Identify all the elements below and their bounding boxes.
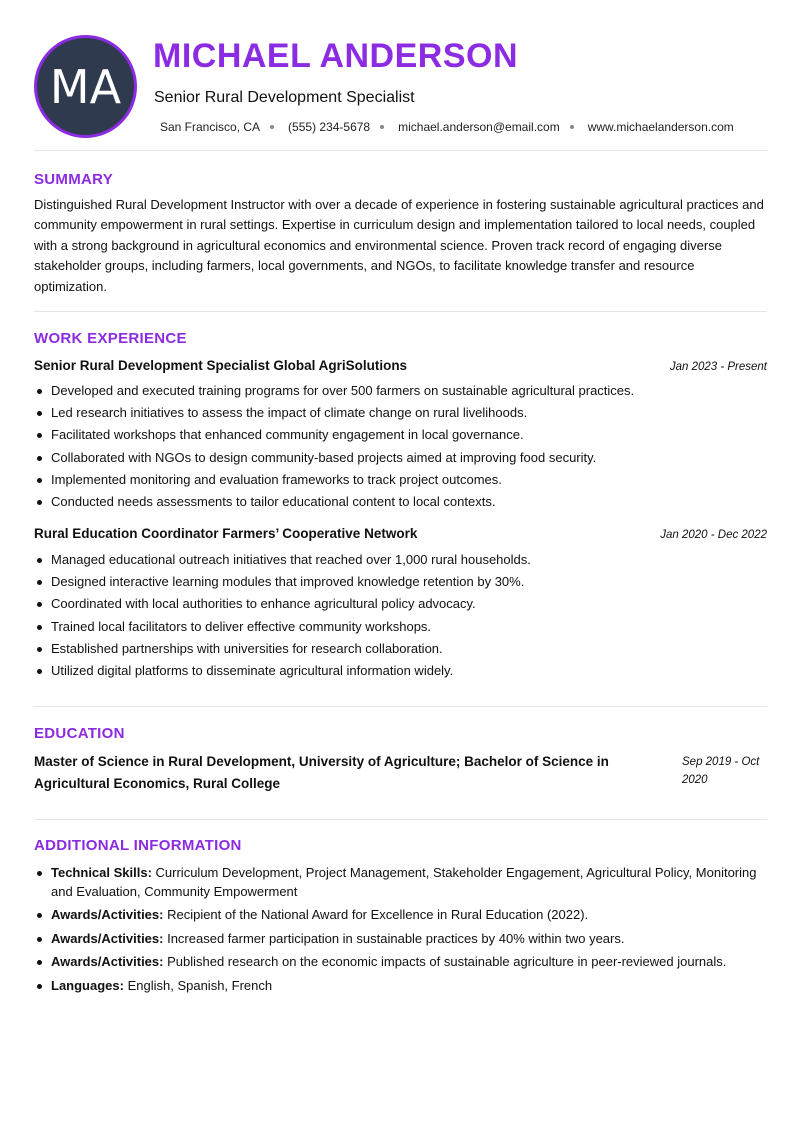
summary-text: Distinguished Rural Development Instructor with over a decade of experience in fostering sustainable agricultural practices and community empowerment in rural settings. Expertise in curriculum design and implementation tailored to local needs, coupled with a strong background in agricultural economics and environmental science. Proven track record of engaging diverse stakeholder groups, including farmers, local governments, and NGOs, to facilitate knowledge transfer and resource optimization. <box>34 197 764 294</box>
contact-website[interactable]: www.michaelanderson.com <box>587 120 734 134</box>
job-role: Rural Education Coordinator Farmers’ Cooperative Network <box>34 526 418 541</box>
divider <box>34 150 767 151</box>
candidate-title: Senior Rural Development Specialist <box>154 89 415 106</box>
candidate-name: MICHAEL ANDERSON <box>153 37 519 75</box>
list-item <box>34 977 767 996</box>
list-item: Trained local facilitators to deliver effective community workshops. <box>34 616 767 638</box>
experience-heading: WORK EXPERIENCE <box>34 330 187 347</box>
list-item <box>34 864 767 901</box>
list-item: Coordinated with local authorities to enhance agricultural policy advocacy. <box>34 593 767 615</box>
summary-heading: SUMMARY <box>34 171 114 188</box>
contact-email[interactable]: michael.anderson@email.com <box>398 120 560 134</box>
item-text: Curriculum Development, Project Management, Stakeholder Engagement, Agricultural Policy, Monitoring and Evaluation, Community Empowerment <box>51 865 757 899</box>
list-item: Designed interactive learning modules that improved knowledge retention by 30%. <box>34 571 767 593</box>
list-item: Implemented monitoring and evaluation frameworks to track project outcomes. <box>34 469 767 491</box>
divider <box>34 706 767 707</box>
job-header <box>34 526 767 541</box>
education-dates: Sep 2019 - Oct 2020 <box>682 756 760 786</box>
list-item <box>34 906 767 925</box>
contact-location: San Francisco, CA <box>160 120 261 134</box>
additional-list <box>34 864 767 1000</box>
item-label: Awards/Activities: <box>51 907 164 922</box>
avatar-initials: MA <box>49 59 122 114</box>
education-degree: Master of Science in Rural Development, University of Agriculture; Bachelor of Science in Agricultural Economics, Rural College <box>34 754 609 791</box>
item-label: Awards/Activities: <box>51 930 164 946</box>
item-label: Languages: <box>51 977 124 993</box>
separator-dot <box>570 125 574 129</box>
item-text: English, Spanish, French <box>123 977 273 993</box>
job-role: Senior Rural Development Specialist Global AgriSolutions <box>34 358 408 373</box>
list-item: Utilized digital platforms to disseminate agricultural information widely. <box>34 660 767 682</box>
list-item: Collaborated with NGOs to design community-based projects aimed at improving food security. <box>34 447 767 469</box>
list-item <box>34 930 767 949</box>
separator-dot <box>270 125 274 129</box>
item-label: Awards/Activities: <box>51 954 164 969</box>
job-dates: Jan 2020 - Dec 2022 <box>660 529 767 541</box>
list-item: Conducted needs assessments to tailor educational content to local contexts. <box>34 491 767 513</box>
list-item: Facilitated workshops that enhanced community engagement in local governance. <box>34 424 767 446</box>
job-bullets <box>34 549 767 682</box>
item-text: Increased farmer participation in sustainable practices by 40% within two years. <box>163 930 625 946</box>
contact-phone: (555) 234-5678 <box>288 120 371 134</box>
item-text: Recipient of the National Award for Excellence in Rural Education (2022). <box>163 907 589 922</box>
education-heading: EDUCATION <box>34 725 125 742</box>
list-item <box>34 953 767 972</box>
item-label: Technical Skills: <box>51 865 152 880</box>
divider <box>34 819 767 820</box>
list-item: Managed educational outreach initiatives that reached over 1,000 rural households. <box>34 549 767 571</box>
additional-heading: ADDITIONAL INFORMATION <box>34 837 242 854</box>
separator-dot <box>380 125 384 129</box>
list-item: Led research initiatives to assess the impact of climate change on rural livelihoods. <box>34 402 767 424</box>
job-header <box>34 358 767 373</box>
job-dates: Jan 2023 - Present <box>669 361 767 373</box>
item-text: Published research on the economic impacts of sustainable agriculture in peer-reviewed journals. <box>163 954 727 969</box>
job-bullets <box>34 380 767 513</box>
list-item: Established partnerships with universities for research collaboration. <box>34 638 767 660</box>
avatar <box>34 35 137 138</box>
list-item: Developed and executed training programs for over 500 farmers on sustainable agricultural practices. <box>34 380 767 402</box>
divider <box>34 311 767 312</box>
contact-line <box>160 120 734 134</box>
